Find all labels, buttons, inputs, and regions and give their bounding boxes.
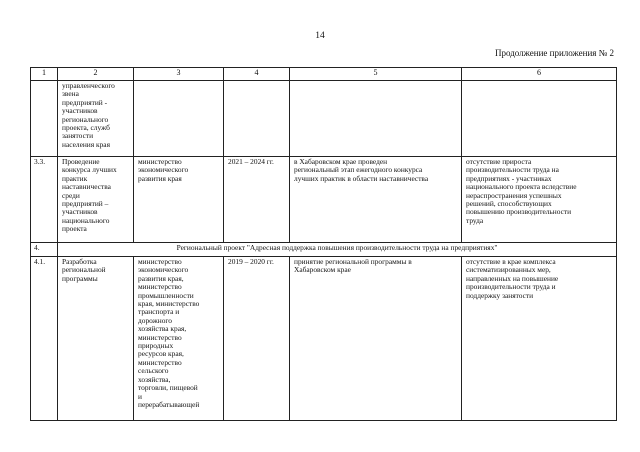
responsible-cell: министерство экономического развития края, министерство промышленности края, министерство транспорта и дорожного хозяйства края, министерство природных ресурсов края, министерство сельского хозяйства, торговли, пищевой и перерабатывающей	[134, 257, 224, 421]
result-cell	[290, 81, 462, 157]
result-cell: принятие региональной программы в Хабаровском крае	[290, 257, 462, 421]
continuation-label: Продолжение приложения № 2	[494, 48, 614, 58]
result-cell: в Хабаровском крае проведен региональный этап ежегодного конкурса лучших практик в области наставничества	[290, 157, 462, 243]
column-number: 2	[58, 68, 134, 81]
column-number-row	[31, 68, 617, 81]
column-number: 4	[224, 68, 290, 81]
term-cell: 2021 – 2024 гг.	[224, 157, 290, 243]
effect-cell: отсутствие прироста производительности труда на предприятиях - участниках национального проекта вследствие нераспространения успешных решений, способствующих повышению производительности труда	[462, 157, 617, 243]
page-number: 14	[315, 31, 325, 41]
table-row	[31, 257, 617, 421]
responsible-cell: министерство экономического развития края	[134, 157, 224, 243]
measures-table	[30, 67, 617, 421]
section-title: Региональный проект "Адресная поддержка повышения производительности труда на предприятиях"	[58, 243, 617, 257]
effect-cell: отсутствие в крае комплекса систематизированных мер, направленных на повышение производительности труда и поддержку занятости	[462, 257, 617, 421]
event-cell: управленческого звена предприятий - участников регионального проекта, служб занятости населения края	[58, 81, 134, 157]
row-number	[31, 81, 58, 157]
table-row	[31, 81, 617, 157]
term-cell	[224, 81, 290, 157]
section-row	[31, 243, 617, 257]
table-row	[31, 157, 617, 243]
column-number: 3	[134, 68, 224, 81]
column-number: 1	[31, 68, 58, 81]
event-cell: Разработка региональной программы	[58, 257, 134, 421]
row-number: 4.1.	[31, 257, 58, 421]
row-number: 3.3.	[31, 157, 58, 243]
effect-cell	[462, 81, 617, 157]
section-number: 4.	[31, 243, 58, 257]
responsible-cell	[134, 81, 224, 157]
column-number: 6	[462, 68, 617, 81]
term-cell: 2019 – 2020 гг.	[224, 257, 290, 421]
event-cell: Проведение конкурса лучших практик наставничества среди предприятий – участников национального проекта	[58, 157, 134, 243]
column-number: 5	[290, 68, 462, 81]
